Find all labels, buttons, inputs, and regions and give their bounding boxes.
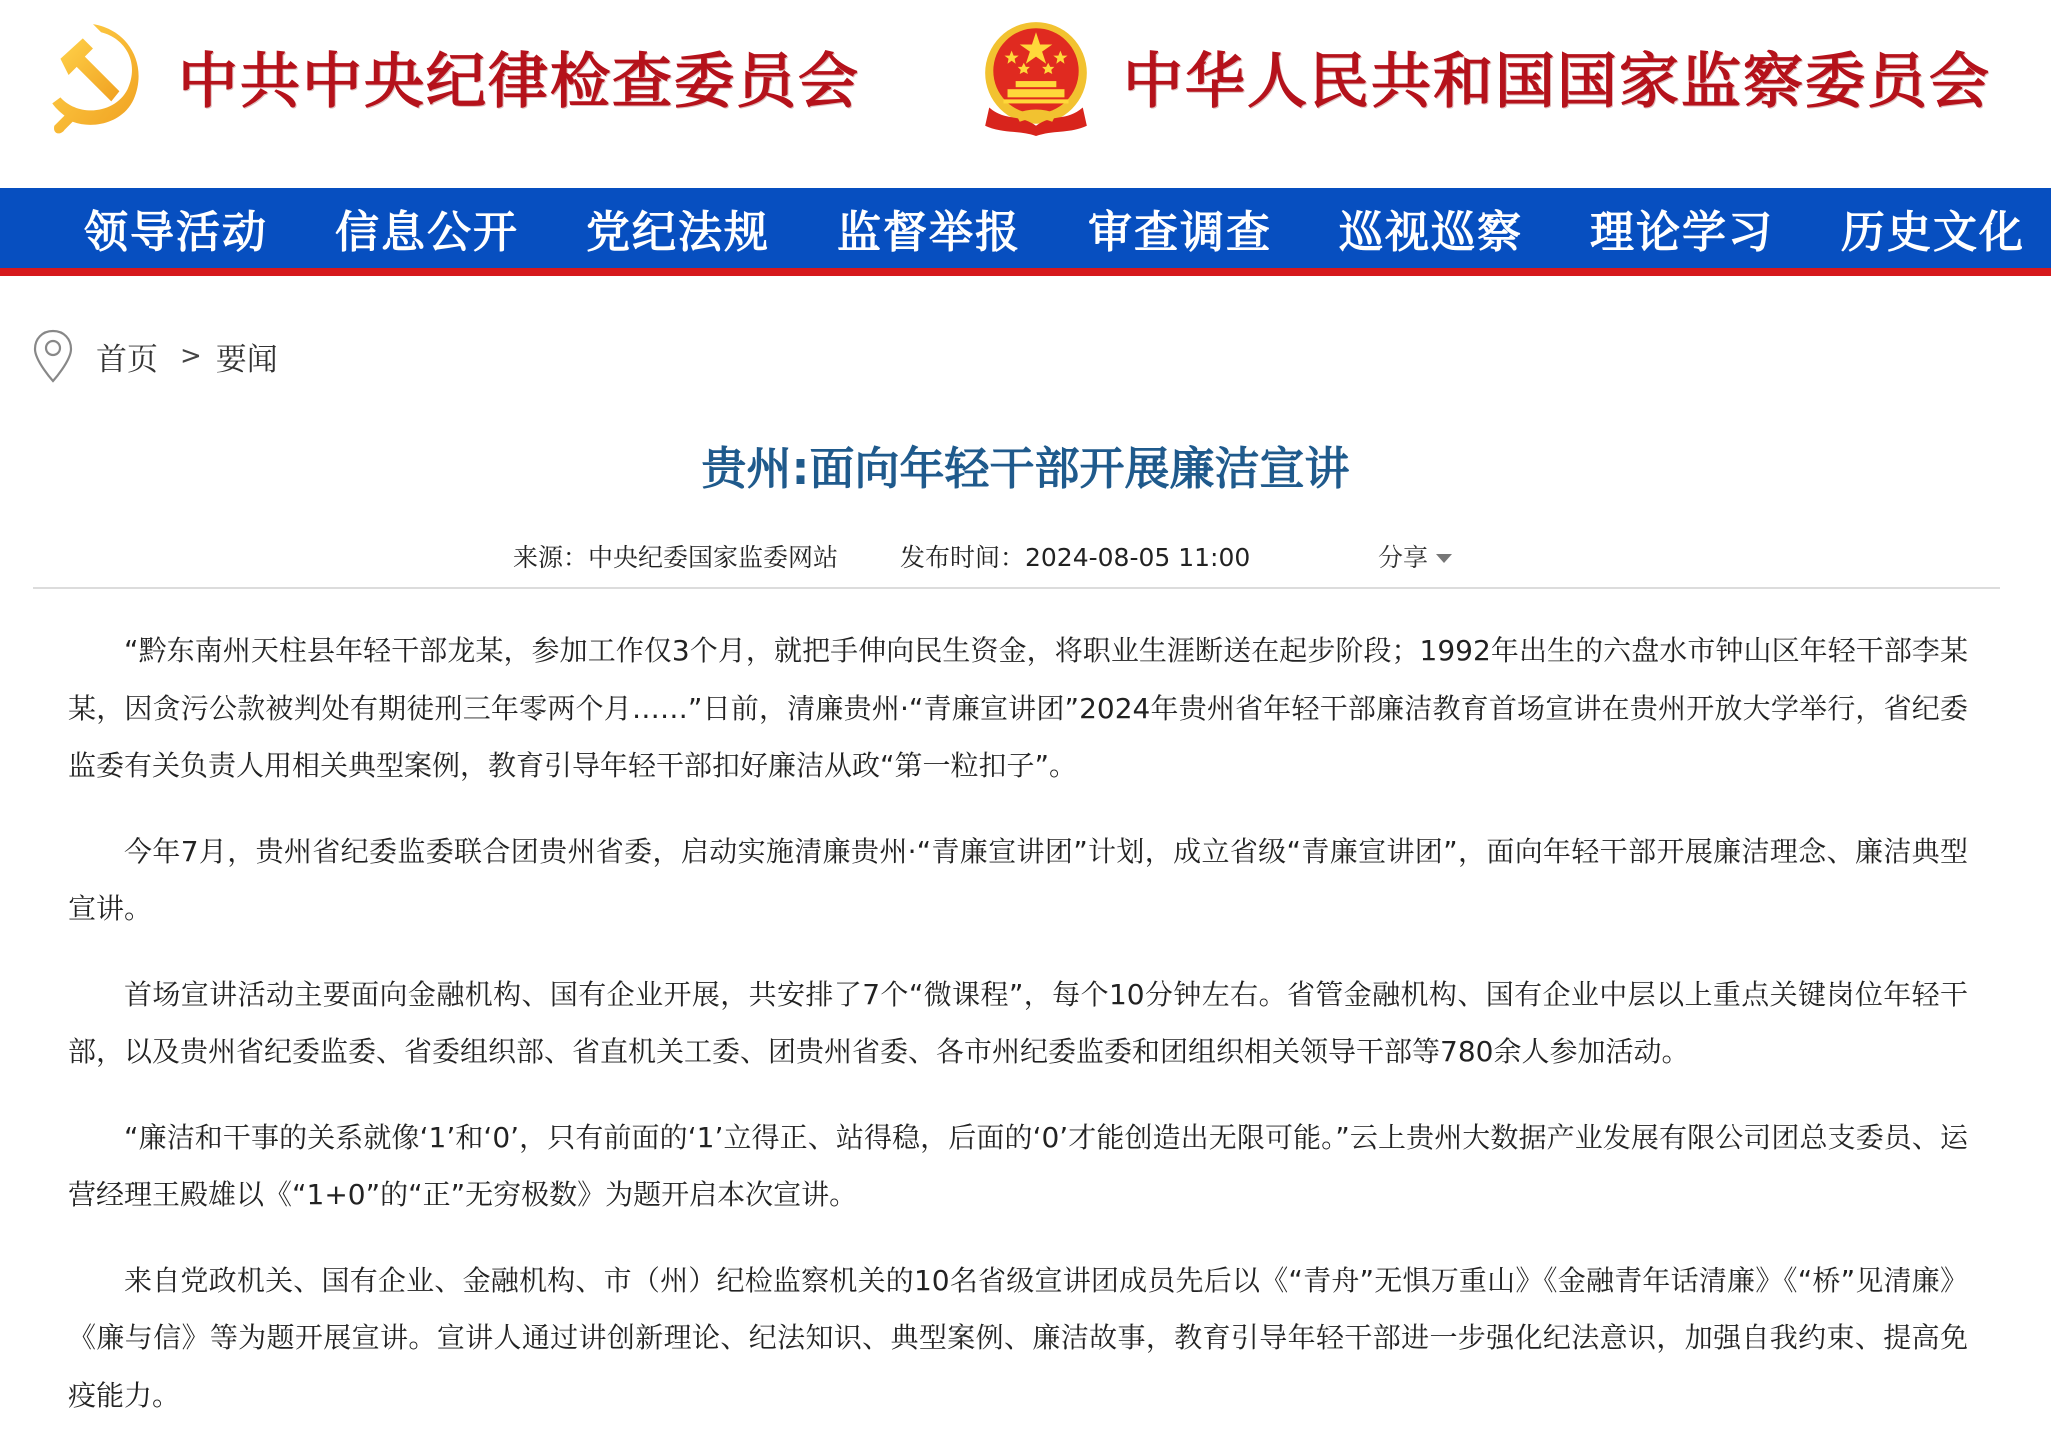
article-paragraph: 来自党政机关、国有企业、金融机构、市（州）纪检监察机关的10名省级宣讲团成员先后以《“青舟”无惧万重山》《金融青年话清廉》《“桥”见清廉》《廉与信》等为题开展宣讲。宣讲人通过讲创新理论、纪法知识、典型案例、廉洁故事，教育引导年轻干部进一步强化纪法意识，加强自我约束、提高免疫能力。 [68, 1263, 1968, 1412]
meta-divider [33, 587, 2000, 589]
article-paragraph: “黔东南州天柱县年轻干部龙某，参加工作仅3个月，就把手伸向民生资金，将职业生涯断送在起步阶段；1992年出生的六盘水市钟山区年轻干部李某某，因贪污公款被判处有期徒刑三年零两个月……”日前，清廉贵州·“青廉宣讲团”2024年贵州省年轻干部廉洁教育首场宣讲在贵州开放大学举行，省纪委监委有关负责人用相关典型案例，教育引导年轻干部扣好廉洁从政“第一粒扣子”。 [68, 634, 1968, 782]
nav-item-supervision-report[interactable]: 监督举报 [837, 207, 1021, 258]
nav-item-leadership[interactable]: 领导活动 [84, 207, 268, 258]
main-nav [0, 188, 2051, 268]
article-paragraph: “廉洁和干事的关系就像‘1’和‘0’，只有前面的‘1’立得正、站得稳，后面的‘0’才能创造出无限可能。”云上贵州大数据产业发展有限公司团总支委员、运营经理王殿雄以《“1+0”的“正”无穷极数》为题开启本次宣讲。 [68, 1120, 1968, 1211]
article-body [68, 622, 1968, 1432]
nav-item-review-investigation[interactable]: 审查调查 [1088, 207, 1272, 258]
party-emblem-icon [34, 16, 156, 138]
breadcrumb-home-link[interactable]: 首页 [96, 341, 158, 378]
article-paragraph: 首场宣讲活动主要面向金融机构、国有企业开展，共安排了7个“微课程”，每个10分钟左右。省管金融机构、国有企业中层以上重点关键岗位年轻干部，以及贵州省纪委监委、省委组织部、省直机关工委、团贵州省委、各市州纪委监委和团组织相关领导干部等780余人参加活动。 [68, 977, 1968, 1068]
nav-accent-bar [0, 268, 2051, 276]
nav-item-party-regulations[interactable]: 党纪法规 [586, 207, 770, 258]
article-source: 来源：中央纪委国家监委网站 [513, 543, 839, 572]
ccdi-name: 中共中央纪律检查委员会 [178, 47, 860, 117]
site-header [0, 0, 2051, 188]
article-paragraph: 今年7月，贵州省纪委监委联合团贵州省委，启动实施清廉贵州·“青廉宣讲团”计划，成立省级“青廉宣讲团”，面向年轻干部开展廉洁理念、廉洁典型宣讲。 [68, 834, 1968, 925]
breadcrumb-separator: > [180, 341, 202, 371]
breadcrumb-current-link[interactable]: 要闻 [215, 341, 278, 378]
nav-item-history-culture[interactable]: 历史文化 [1841, 207, 2025, 258]
nsc-name: 中华人民共和国国家监察委员会 [1123, 47, 1991, 117]
nav-item-inspection[interactable]: 巡视巡察 [1339, 207, 1523, 258]
share-label: 分享 [1378, 543, 1429, 572]
caret-down-icon [1436, 554, 1452, 563]
nav-item-theory-study[interactable]: 理论学习 [1590, 207, 1774, 258]
nsc-logo[interactable] [975, 12, 1991, 142]
article-title: 贵州:面向年轻干部开展廉洁宣讲 [701, 442, 1350, 495]
ccdi-logo[interactable] [34, 12, 860, 142]
breadcrumb [32, 328, 278, 384]
share-dropdown[interactable] [1378, 538, 1452, 574]
location-pin-icon [32, 329, 74, 383]
article-publish-time: 发布时间：2024-08-05 11:00 [900, 543, 1251, 572]
nav-item-info-disclosure[interactable]: 信息公开 [335, 207, 519, 258]
national-emblem-icon [975, 16, 1097, 138]
article-meta [0, 538, 2051, 574]
